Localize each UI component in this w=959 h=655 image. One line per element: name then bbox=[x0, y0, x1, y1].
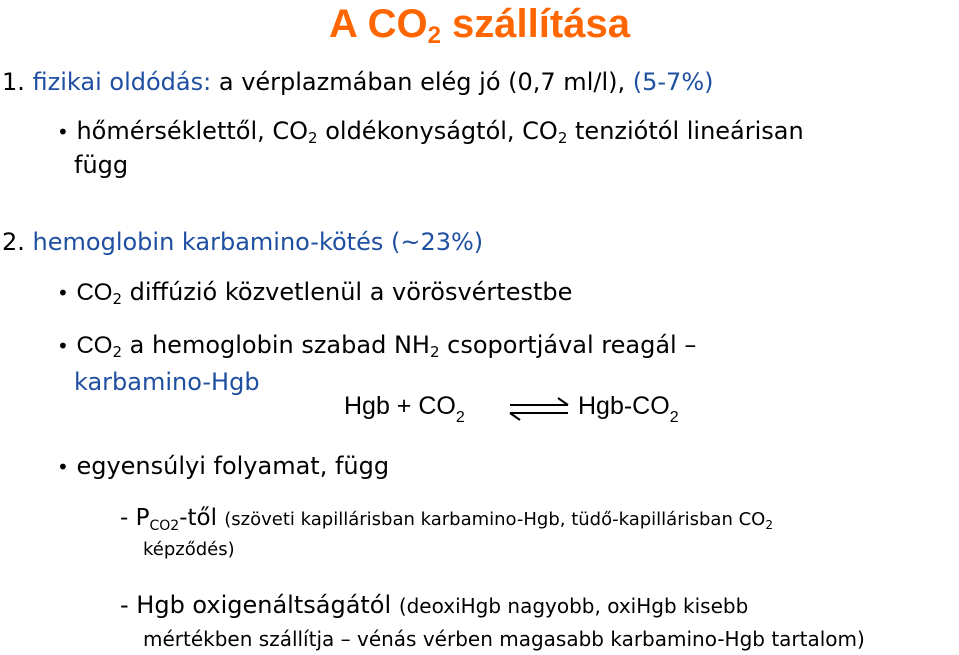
bullet-icon: • bbox=[57, 334, 69, 358]
bullet-temperature-cont: függ bbox=[74, 151, 129, 179]
equilibrium-arrow-icon bbox=[508, 395, 570, 423]
slide-title: A $CO_2$ szállítása bbox=[329, 2, 630, 49]
equation-right: Hgb-$CO_2$ bbox=[578, 392, 679, 426]
dash-oxygenation-cont: mértékben szállítja – vénás vérben magasabb karbamino-Hgb tartalom) bbox=[143, 627, 865, 651]
bullet-equilibrium: • egyensúlyi folyamat, függ bbox=[57, 452, 390, 480]
bullet-reaction-cont: karbamino-Hgb bbox=[74, 368, 260, 396]
bullet-diffusion: • $CO_2$ diffúzió közvetlenül a vörösvértestbe bbox=[57, 278, 573, 308]
bullet-icon: • bbox=[57, 281, 69, 305]
dash-partial-pressure-cont: képződés) bbox=[143, 539, 235, 560]
equation-left: Hgb + $CO_2$ bbox=[344, 392, 465, 426]
bullet-icon: • bbox=[57, 120, 69, 144]
bullet-icon: • bbox=[57, 455, 69, 479]
bullet-reaction: • $CO_2$ a hemoglobin szabad $NH_2$ csoportjával reagál – bbox=[57, 331, 697, 361]
section-2-heading: 2. hemoglobin karbamino-kötés (~23%) bbox=[2, 228, 484, 256]
bullet-temperature: • hőmérséklettől, $CO_2$ oldékonyságtól, $CO_2$ tenziótól lineárisan bbox=[57, 117, 804, 147]
section-1-heading: 1. fizikai oldódás: a vérplazmában elég jó (0,7 ml/l), (5-7%) bbox=[2, 68, 714, 96]
dash-partial-pressure: - $P_{CO2}$-től (szöveti kapillárisban karbamino-Hgb, tüdő-kapillárisban $CO_2$ bbox=[120, 505, 773, 534]
dash-oxygenation: - Hgb oxigenáltságától (deoxiHgb nagyobb, oxiHgb kisebb bbox=[120, 591, 749, 619]
